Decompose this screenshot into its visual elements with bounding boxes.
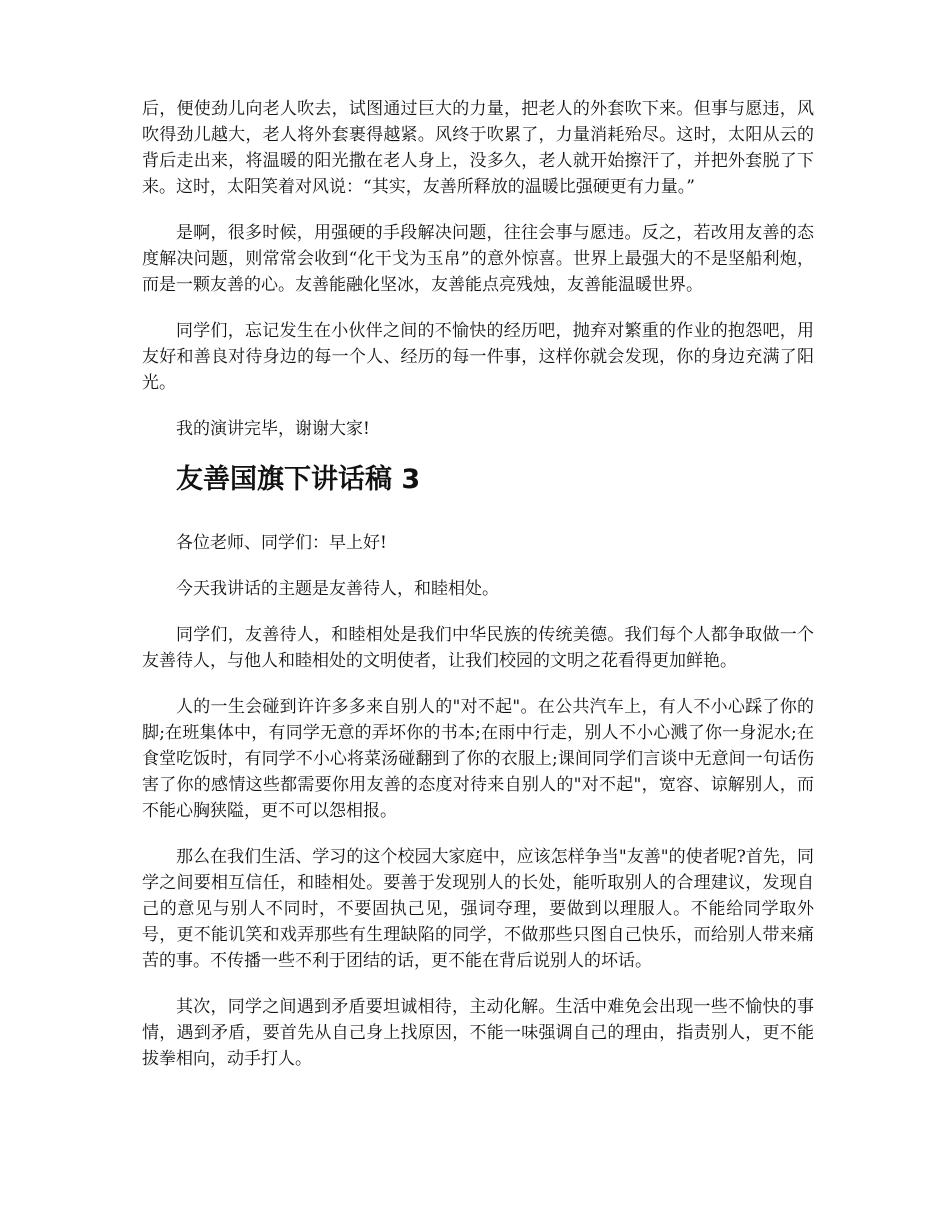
document-page [142,96,814,1092]
paragraph: 其次，同学之间遇到矛盾要坦诚相待，主动化解。生活中难免会出现一些不愉快的事情，遇到矛盾，要首先从自己身上找原因，不能一味强调自己的理由，指责别人，更不能拔拳相向，动手打人。 [142,997,814,1069]
paragraph: 各位老师、同学们：早上好! [176,533,387,553]
section-heading: 友善国旗下讲话稿 3 [176,464,421,495]
paragraph-continued: 后，便使劲儿向老人吹去，试图通过巨大的力量，把老人的外套吹下来。但事与愿违，风吹得劲儿越大，老人将外套裹得越紧。风终于吹累了，力量消耗殆尽。这时，太阳从云的背后走出来，将温暖的阳光撒在老人身上，没多久，老人就开始擦汗了，并把外套脱了下来。这时，太阳笑着对风说：“其实，友善所释放的温暖比强硬更有力量。” [142,99,814,197]
paragraph: 同学们，友善待人，和睦相处是我们中华民族的传统美德。我们每个人都争取做一个友善待人，与他人和睦相处的文明使者，让我们校园的文明之花看得更加鲜艳。 [142,625,814,671]
paragraph: 同学们，忘记发生在小伙伴之间的不愉快的经历吧，抛弃对繁重的作业的抱怨吧，用友好和善良对待身边的每一个人、经历的每一件事，这样你就会发现，你的身边充满了阳光。 [142,321,814,393]
paragraph: 人的一生会碰到许许多多来自别人的"对不起"。在公共汽车上，有人不小心踩了你的脚;在班集体中，有同学无意的弄坏你的书本;在雨中行走，别人不小心溅了你一身泥水;在食堂吃饭时，有同学不小心将菜汤碰翻到了你的衣服上;课间同学们言谈中无意间一句话伤害了你的感情这些都需要你用友善的态度对待来自别人的"对不起"，宽容、谅解别人，而不能心胸狭隘，更不可以怨相报。 [142,697,814,821]
paragraph: 是啊，很多时候，用强硬的手段解决问题，往往会事与愿违。反之，若改用友善的态度解决问题，则常常会收到“化干戈为玉帛”的意外惊喜。世界上最强大的不是坚船利炮，而是一颗友善的心。友善能融化坚冰，友善能点亮残烛，友善能温暖世界。 [142,223,814,295]
paragraph: 我的演讲完毕，谢谢大家! [176,419,370,439]
paragraph: 那么在我们生活、学习的这个校园大家庭中，应该怎样争当"友善"的使者呢?首先，同学之间要相互信任，和睦相处。要善于发现别人的长处，能听取别人的合理建议，发现自己的意见与别人不同时，不要固执己见，强词夺理，要做到以理服人。不能给同学取外号，更不能讥笑和戏弄那些有生理缺陷的同学，不做那些只图自己快乐，而给别人带来痛苦的事。不传播一些不利于团结的话，更不能在背后说别人的坏话。 [142,847,814,971]
paragraph: 今天我讲话的主题是友善待人，和睦相处。 [176,579,499,599]
